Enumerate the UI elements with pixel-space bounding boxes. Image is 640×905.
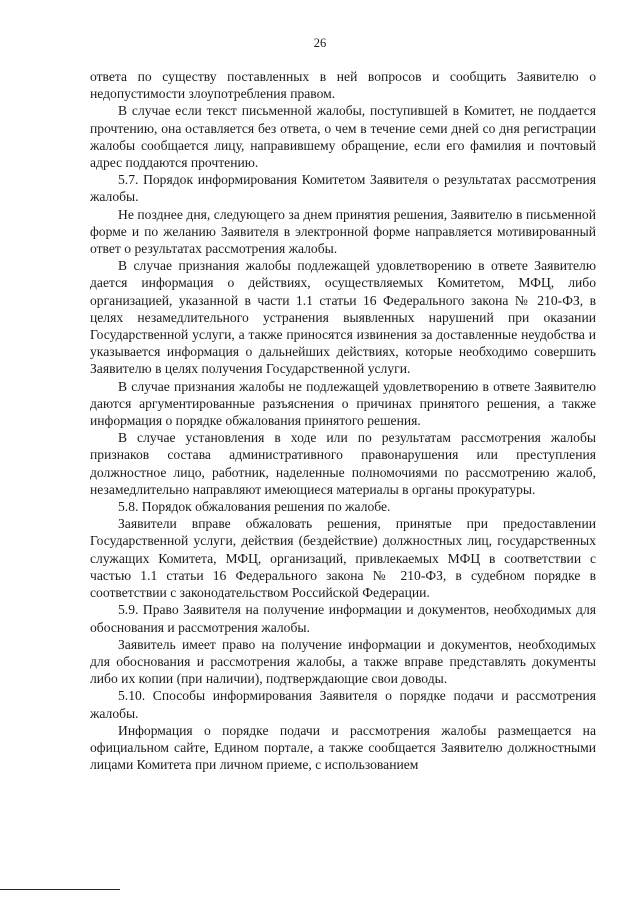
paragraph-right-to-information: Заявитель имеет право на получение информации и документов, необходимых для обоснования и рассмотрения жалобы, а также вправе представлять документы либо их копии (при наличии), подтверждающие свои доводы. [90,636,596,687]
section-heading-5-7: 5.7. Порядок информирования Комитетом Заявителя о результатах рассмотрения жалобы. [90,172,596,205]
paragraph-response-deadline: Не позднее дня, следующего за днем принятия решения, Заявителю в письменной форме и по желанию Заявителя в электронной форме направляется мотивированный ответ о результатах рассмотрения жалобы. [90,206,596,257]
paragraph-complaint-satisfied: В случае признания жалобы подлежащей удовлетворению в ответе Заявителю дается информация о действиях, осуществляемых Комитетом, МФЦ, либо организацией, указанной в части 1.1 статьи 16 Федерального закона № 210-ФЗ, в целях незамедлительного устранения выявленных нарушений при оказании Государственной услуги, а также приносятся извинения за доставленные неудобства и указывается информация о дальнейших действиях, которые необходимо совершить Заявителю в целях получения Государственной услуги. [90,258,596,377]
paragraph-information-methods: Информация о порядке подачи и рассмотрения жалобы размещается на официальном сайте, Едином портале, а также сообщается Заявителю должностными лицами Комитета при личном приеме, с использованием [90,722,596,773]
section-heading-5-10: 5.10. Способы информирования Заявителя о порядке подачи и рассмотрения жалобы. [90,688,596,721]
paragraph-complaint-rejected: В случае признания жалобы не подлежащей удовлетворению в ответе Заявителю даются аргументированные разъяснения о причинах принятого решения, а также информация о порядке обжалования принятого решения. [90,378,596,429]
paragraph-offense-detected: В случае установления в ходе или по результатам рассмотрения жалобы признаков состава административного правонарушения или преступления должностное лицо, работник, наделенные полномочиями по рассмотрению жалоб, незамедлительно направляют имеющиеся материалы в органы прокуратуры. [90,430,596,497]
section-heading-5-9: 5.9. Право Заявителя на получение информации и документов, необходимых для обоснования и рассмотрения жалобы. [90,602,596,635]
document-body [90,68,596,773]
paragraph-unreadable-complaint: В случае если текст письменной жалобы, поступившей в Комитет, не поддается прочтению, она оставляется без ответа, о чем в течение семи дней со дня регистрации жалобы сообщается лицу, направившему обращение, если его фамилия и почтовый адрес поддаются прочтению. [90,103,596,171]
page-number: 26 [313,36,327,50]
section-heading-5-8: 5.8. Порядок обжалования решения по жалобе. [118,499,391,515]
paragraph-court-appeal: Заявители вправе обжаловать решения, принятые при предоставлении Государственной услуги, действия (бездействие) должностных лиц, государственных служащих Комитета, МФЦ, организаций, привлекаемых МФЦ в соответствии с частью 1.1 статьи 16 Федерального закона № 210-ФЗ, в судебном порядке в соответствии с законодательством Российской Федерации. [90,516,596,601]
footer-rule [0,889,120,890]
paragraph-continuation: ответа по существу поставленных в ней вопросов и сообщить Заявителю о недопустимости злоупотребления правом. [90,69,596,102]
